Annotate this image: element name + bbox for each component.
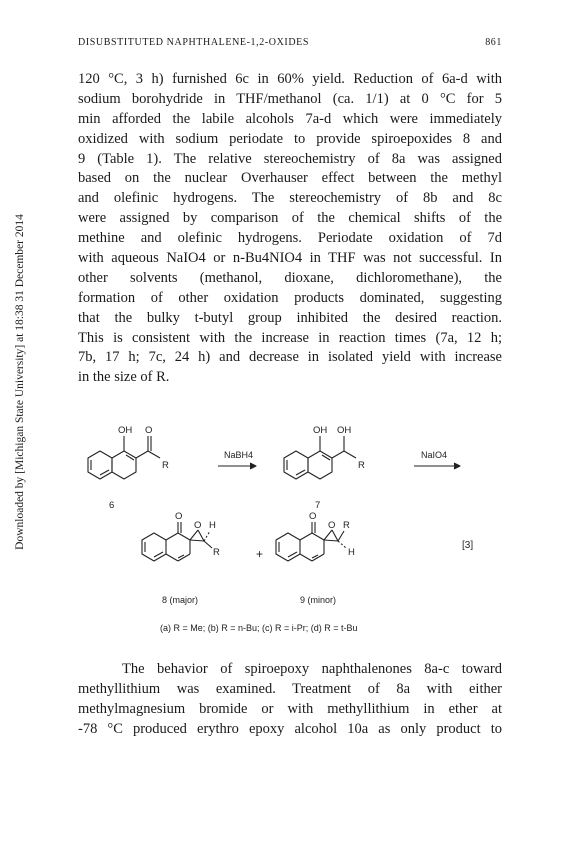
compound-9-carbonyl-oxygen: O xyxy=(309,511,317,522)
compound-9-epoxide-oxygen: O xyxy=(328,520,336,531)
text-line: -78 °C produced erythro epoxy alcohol 10a as only product to xyxy=(78,720,502,737)
equation-number: [3] xyxy=(462,540,474,551)
text-line: other solvents (methanol, dioxane, dichloromethane), the xyxy=(78,269,502,286)
reagent-sodium-borohydride: NaBH4 xyxy=(224,450,254,460)
compound-9-hydrogen: H xyxy=(348,547,355,558)
compound-9-structure xyxy=(276,522,346,561)
paragraph-2 xyxy=(78,660,502,740)
text-line: methyllithium was examined. Treatment of 8a with either xyxy=(78,680,502,697)
compound-6-oxygen: O xyxy=(145,425,153,436)
download-watermark-text: Downloaded by [Michigan State University] at 18:38 31 December 2014 xyxy=(14,214,26,550)
compound-7-structure xyxy=(284,436,356,479)
text-line: methylmagnesium bromide or with methyllithium in ether at xyxy=(78,700,502,717)
text-line: This is consistent with the increase in reaction times (7a, 12 h; xyxy=(78,329,502,346)
compound-7-hydroxyl-2: OH xyxy=(337,425,352,436)
compound-6-number: 6 xyxy=(109,500,115,511)
compound-7-number: 7 xyxy=(315,500,321,511)
text-line: in the size of R. xyxy=(78,369,170,386)
text-line: sodium borohydride in THF/methanol (ca. 1/1) at 0 °C for 5 xyxy=(78,90,502,107)
text-line: and olefinic hydrogens. The stereochemistry of 8b and 8c xyxy=(78,190,502,207)
page-number: 861 xyxy=(485,37,502,48)
text-line: 120 °C, 3 h) furnished 6c in 60% yield. Reduction of 6a-d with xyxy=(78,71,502,87)
compound-6-r-group: R xyxy=(162,460,169,471)
compound-8-hydrogen: H xyxy=(209,520,216,531)
compound-6-hydroxyl: OH xyxy=(118,425,133,436)
download-watermark xyxy=(12,122,26,642)
text-line: oxidized with sodium periodate to provide spiroepoxides 8 and xyxy=(78,130,502,147)
text-line: 9 (Table 1). The relative stereochemistry of 8a was assigned xyxy=(78,150,502,167)
compound-8-epoxide-oxygen: O xyxy=(194,520,202,531)
running-title: DISUBSTITUTED NAPHTHALENE-1,2-OXIDES xyxy=(78,37,310,48)
reaction-scheme xyxy=(78,398,508,648)
compound-9-r-group: R xyxy=(343,520,350,531)
text-line: with aqueous NaIO4 or n-Bu4NIO4 in THF was not successful. In xyxy=(78,250,502,267)
text-line: 7b, 17 h; 7c, 24 h) and decrease in isolated yield with increase xyxy=(78,349,502,366)
compound-8-carbonyl-oxygen: O xyxy=(175,511,183,522)
text-line: were assigned by comparison of the chemical shifts of the xyxy=(78,210,502,227)
compound-7-hydroxyl-1: OH xyxy=(313,425,328,436)
compound-6-structure xyxy=(88,436,160,479)
compound-8-structure xyxy=(142,522,212,561)
text-line: formation of other oxidation products dominated, suggesting xyxy=(78,289,502,306)
running-header xyxy=(78,37,502,53)
compound-9-label: 9 (minor) xyxy=(300,595,337,605)
text-line: based on the nuclear Overhauser effect between the methyl xyxy=(78,170,502,187)
paragraph-1 xyxy=(78,70,502,388)
reaction-scheme-drawing xyxy=(78,398,508,648)
scheme-caption: (a) R = Me; (b) R = n-Bu; (c) R = i-Pr; (d) R = t-Bu xyxy=(160,623,358,633)
compound-8-label: 8 (major) xyxy=(162,595,199,605)
compound-7-r-group: R xyxy=(358,460,365,471)
text-line: that the bulky t-butyl group inhibited the desired reaction. xyxy=(78,309,502,326)
text-line: min afforded the labile alcohols 7a-d which were immediately xyxy=(78,110,502,127)
reagent-sodium-periodate: NaIO4 xyxy=(421,450,448,460)
text-line: methine and olefinic hydrogens. Periodate oxidation of 7d xyxy=(78,230,502,247)
compound-8-r-group: R xyxy=(213,547,220,558)
text-line: The behavior of spiroepoxy naphthalenones 8a-c toward xyxy=(122,661,502,677)
plus-sign: + xyxy=(256,547,264,561)
